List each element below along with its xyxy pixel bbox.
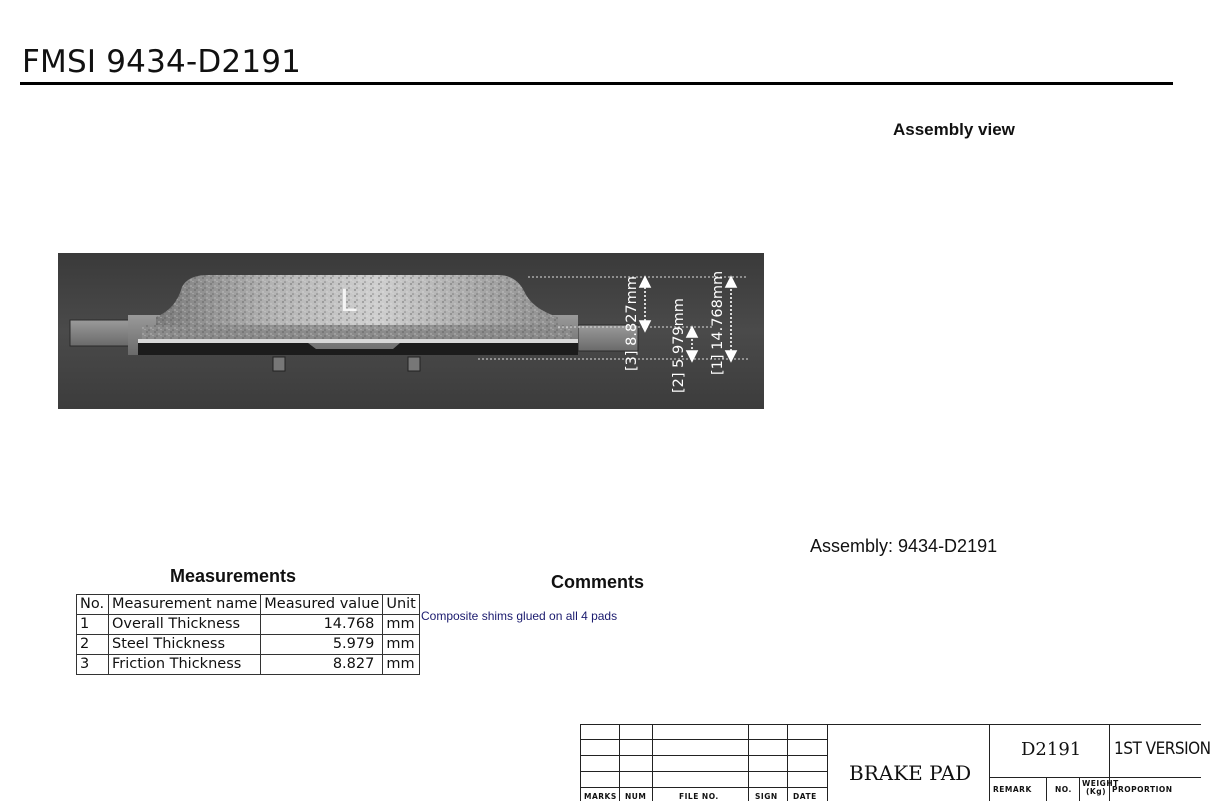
dimension-label-1: [1] 14.768mm: [710, 270, 726, 375]
row-unit: mm: [383, 655, 420, 675]
shim-edge: [138, 339, 578, 343]
header-proportion: PROPORTION: [1112, 785, 1173, 794]
dimension-label-2: [2] 5.979mm: [671, 298, 687, 393]
title-divider: [20, 82, 1173, 85]
header-remark: REMARK: [993, 785, 1032, 794]
page-title: FMSI 9434-D2191: [22, 44, 302, 80]
part-marking: L: [340, 284, 357, 319]
row-name: Overall Thickness: [109, 615, 261, 635]
row-name: Steel Thickness: [109, 635, 261, 655]
row-no: 1: [77, 615, 109, 635]
version-label: 1ST VERSION: [1114, 739, 1211, 759]
row-name: Friction Thickness: [109, 655, 261, 675]
table-row: [77, 635, 420, 655]
row-value: 14.768: [261, 615, 383, 635]
measurements-heading: Measurements: [170, 566, 297, 586]
measurements-table: [76, 594, 420, 675]
column-header-unit: Unit: [383, 595, 420, 615]
assembly-caption: Assembly: 9434-D2191: [810, 536, 998, 556]
friction-lower-texture: [142, 325, 572, 339]
pin-right: [408, 357, 420, 371]
header-file-no: FILE NO.: [679, 792, 719, 801]
row-unit: mm: [383, 615, 420, 635]
row-no: 3: [77, 655, 109, 675]
header-num: NUM: [625, 792, 647, 801]
table-row: [77, 655, 420, 675]
header-no: NO.: [1055, 785, 1072, 794]
part-name: BRAKE PAD: [849, 761, 972, 785]
table-row: [77, 615, 420, 635]
header-weight: WEIGHT (Kg): [1082, 779, 1119, 796]
friction-texture: [156, 275, 558, 331]
row-no: 2: [77, 635, 109, 655]
header-marks: MARKS: [584, 792, 617, 801]
pin-left: [273, 357, 285, 371]
brake-pad-photo: [58, 253, 764, 409]
column-header-no: No.: [77, 595, 109, 615]
title-block: [580, 724, 1211, 801]
header-date: DATE: [793, 792, 817, 801]
comments-text: Composite shims glued on all 4 pads: [421, 609, 618, 623]
table-header-row: [77, 595, 420, 615]
column-header-name: Measurement name: [109, 595, 261, 615]
comments-heading: Comments: [551, 572, 645, 592]
column-header-value: Measured value: [261, 595, 383, 615]
assembly-view-label: Assembly view: [893, 120, 1015, 139]
row-value: 8.827: [261, 655, 383, 675]
row-value: 5.979: [261, 635, 383, 655]
row-unit: mm: [383, 635, 420, 655]
header-sign: SIGN: [755, 792, 778, 801]
part-code: D2191: [1021, 739, 1082, 760]
backing-plate-left-ear: [70, 320, 134, 346]
dimension-label-3: [3] 8.827mm: [624, 276, 640, 371]
